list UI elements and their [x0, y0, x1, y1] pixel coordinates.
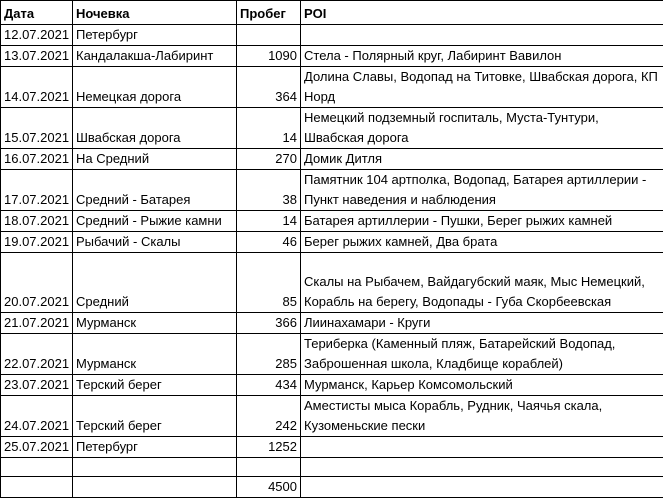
header-mileage[interactable]: Пробег	[237, 1, 301, 25]
overnight-cell[interactable]: Петербург	[73, 25, 237, 46]
poi-cell[interactable]: Памятник 104 артполка, Водопад, Батарея артиллерии - Пункт наведения и наблюдения	[301, 170, 663, 211]
overnight-cell[interactable]	[73, 458, 237, 477]
overnight-cell[interactable]: Средний - Рыжие камни	[73, 211, 237, 232]
date-cell[interactable]: 19.07.2021	[1, 232, 73, 253]
date-cell[interactable]: 12.07.2021	[1, 25, 73, 46]
header-poi[interactable]: POI	[301, 1, 663, 25]
overnight-cell[interactable]: Швабская дорога	[73, 108, 237, 149]
overnight-cell[interactable]: Мурманск	[73, 334, 237, 375]
mileage-cell[interactable]: 434	[237, 375, 301, 396]
mileage-cell[interactable]: 270	[237, 149, 301, 170]
header-overnight[interactable]: Ночевка	[73, 1, 237, 25]
poi-cell[interactable]: Стела - Полярный круг, Лабиринт Вавилон	[301, 46, 663, 67]
poi-cell[interactable]	[301, 477, 663, 498]
overnight-cell[interactable]: Средний - Батарея	[73, 170, 237, 211]
mileage-cell[interactable]: 242	[237, 396, 301, 437]
mileage-cell[interactable]: 1252	[237, 437, 301, 458]
mileage-cell[interactable]: 285	[237, 334, 301, 375]
overnight-cell[interactable]: Мурманск	[73, 313, 237, 334]
table-row	[1, 458, 663, 477]
mileage-cell[interactable]: 46	[237, 232, 301, 253]
mileage-cell[interactable]: 366	[237, 313, 301, 334]
table-row	[1, 313, 663, 334]
table-row	[1, 25, 663, 46]
table-row	[1, 253, 663, 313]
poi-cell[interactable]: Мурманск, Карьер Комсомольский	[301, 375, 663, 396]
mileage-cell[interactable]: 364	[237, 67, 301, 108]
poi-cell[interactable]: Берег рыжих камней, Два брата	[301, 232, 663, 253]
poi-cell[interactable]: Аместисты мыса Корабль, Рудник, Чаячья скала, Кузоменьские пески	[301, 396, 663, 437]
table-row	[1, 149, 663, 170]
date-cell[interactable]: 18.07.2021	[1, 211, 73, 232]
table-row	[1, 211, 663, 232]
mileage-cell[interactable]: 85	[237, 253, 301, 313]
table-row	[1, 170, 663, 211]
overnight-cell[interactable]: Кандалакша-Лабиринт	[73, 46, 237, 67]
date-cell[interactable]: 13.07.2021	[1, 46, 73, 67]
date-cell[interactable]: 23.07.2021	[1, 375, 73, 396]
date-cell[interactable]: 15.07.2021	[1, 108, 73, 149]
date-cell[interactable]: 21.07.2021	[1, 313, 73, 334]
total-mileage-cell[interactable]: 4500	[237, 477, 301, 498]
poi-cell[interactable]: Лиинахамари - Круги	[301, 313, 663, 334]
mileage-cell[interactable]: 38	[237, 170, 301, 211]
mileage-cell[interactable]	[237, 25, 301, 46]
poi-cell[interactable]	[301, 437, 663, 458]
table-row	[1, 375, 663, 396]
date-cell[interactable]: 17.07.2021	[1, 170, 73, 211]
table-row	[1, 396, 663, 437]
table-row	[1, 232, 663, 253]
date-cell[interactable]: 14.07.2021	[1, 67, 73, 108]
poi-cell[interactable]	[301, 458, 663, 477]
table-row	[1, 67, 663, 108]
date-cell[interactable]	[1, 477, 73, 498]
mileage-cell[interactable]	[237, 458, 301, 477]
poi-cell[interactable]	[301, 25, 663, 46]
poi-cell[interactable]: Долина Славы, Водопад на Титовке, Швабская дорога, КП Норд	[301, 67, 663, 108]
total-row	[1, 477, 663, 498]
table-row	[1, 437, 663, 458]
mileage-cell[interactable]: 14	[237, 211, 301, 232]
date-cell[interactable]: 20.07.2021	[1, 253, 73, 313]
poi-cell[interactable]: Немецкий подземный госпиталь, Муста-Тунтури, Швабская дорога	[301, 108, 663, 149]
poi-cell[interactable]: Териберка (Каменный пляж, Батарейский Водопад, Заброшенная школа, Кладбище кораблей)	[301, 334, 663, 375]
poi-cell[interactable]: Домик Дитля	[301, 149, 663, 170]
date-cell[interactable]: 22.07.2021	[1, 334, 73, 375]
date-cell[interactable]	[1, 458, 73, 477]
overnight-cell[interactable]: Петербург	[73, 437, 237, 458]
overnight-cell[interactable]: На Средний	[73, 149, 237, 170]
date-cell[interactable]: 24.07.2021	[1, 396, 73, 437]
table-row	[1, 46, 663, 67]
table-row	[1, 108, 663, 149]
overnight-cell[interactable]: Немецкая дорога	[73, 67, 237, 108]
overnight-cell[interactable]: Рыбачий - Скалы	[73, 232, 237, 253]
table-row	[1, 334, 663, 375]
mileage-cell[interactable]: 14	[237, 108, 301, 149]
overnight-cell[interactable]	[73, 477, 237, 498]
date-cell[interactable]: 16.07.2021	[1, 149, 73, 170]
overnight-cell[interactable]: Средний	[73, 253, 237, 313]
overnight-cell[interactable]: Терский берег	[73, 396, 237, 437]
overnight-cell[interactable]: Терский берег	[73, 375, 237, 396]
mileage-cell[interactable]: 1090	[237, 46, 301, 67]
header-row	[1, 1, 663, 25]
date-cell[interactable]: 25.07.2021	[1, 437, 73, 458]
poi-cell[interactable]: Скалы на Рыбачем, Вайдагубский маяк, Мыс Немецкий, Корабль на берегу, Водопады - Губа Скорбеевская	[301, 253, 663, 313]
header-date[interactable]: Дата	[1, 1, 73, 25]
poi-cell[interactable]: Батарея артиллерии - Пушки, Берег рыжих камней	[301, 211, 663, 232]
